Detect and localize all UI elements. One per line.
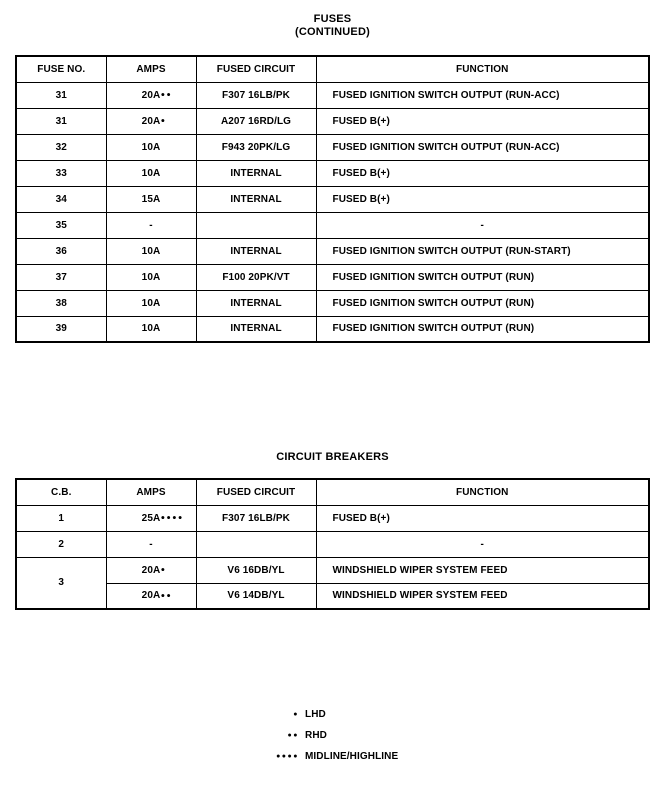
table-row (16, 583, 649, 609)
header-amps: AMPS (106, 56, 196, 82)
table-row (16, 134, 649, 160)
legend-dots-rhd: ●● (287, 732, 299, 739)
table-row (16, 264, 649, 290)
fuse-no-cell: 38 (16, 290, 106, 316)
table-row (16, 82, 649, 108)
circuit-cell: F307 16LB/PK (196, 82, 316, 108)
fuse-no-cell: 39 (16, 316, 106, 342)
table-row (16, 557, 649, 583)
page-title-line: FUSES (313, 13, 352, 25)
amps-cell (106, 82, 196, 108)
function-cell: FUSED IGNITION SWITCH OUTPUT (RUN-START) (316, 238, 649, 264)
amps-value: 20A (141, 89, 161, 101)
amps-value: 10A (141, 297, 161, 309)
circuit-cell: V6 16DB/YL (196, 557, 316, 583)
table-row (16, 290, 649, 316)
function-cell: FUSED IGNITION SWITCH OUTPUT (RUN) (316, 264, 649, 290)
header-fuse-no: FUSE NO. (16, 56, 106, 82)
circuit-cell (196, 212, 316, 238)
amps-cell (106, 316, 196, 342)
circuit-cell: A207 16RD/LG (196, 108, 316, 134)
function-cell: FUSED B(+) (316, 108, 649, 134)
function-cell: FUSED IGNITION SWITCH OUTPUT (RUN) (316, 316, 649, 342)
function-cell: FUSED IGNITION SWITCH OUTPUT (RUN) (316, 290, 649, 316)
header-fused-circuit: FUSED CIRCUIT (196, 56, 316, 82)
amps-cell (106, 238, 196, 264)
amps-value: 10A (141, 271, 161, 283)
circuit-cell: F943 20PK/LG (196, 134, 316, 160)
variant-dots: ● (160, 117, 167, 125)
fuse-no-cell: 33 (16, 160, 106, 186)
table-row (16, 238, 649, 264)
circuit-cell: F100 20PK/VT (196, 264, 316, 290)
circuit-breakers-table (15, 478, 650, 610)
amps-value: 10A (141, 167, 161, 179)
amps-value: 20A (141, 564, 161, 576)
page-title (0, 13, 665, 39)
fuses-table (15, 55, 650, 343)
legend-item (245, 746, 398, 767)
circuit-breakers-title: CIRCUIT BREAKERS (276, 451, 389, 463)
circuit-cell: INTERNAL (196, 290, 316, 316)
function-cell: FUSED B(+) (316, 186, 649, 212)
table-row (16, 108, 649, 134)
fuse-no-cell: 36 (16, 238, 106, 264)
function-cell: FUSED B(+) (316, 160, 649, 186)
fuse-no-cell: 34 (16, 186, 106, 212)
amps-value: 25A (141, 512, 161, 524)
function-cell: WINDSHIELD WIPER SYSTEM FEED (316, 557, 649, 583)
header-function: FUNCTION (316, 479, 649, 505)
table-header-row (16, 56, 649, 82)
amps-cell (106, 108, 196, 134)
amps-value: 20A (141, 115, 161, 127)
circuit-cell (196, 531, 316, 557)
function-cell: FUSED IGNITION SWITCH OUTPUT (RUN-ACC) (316, 134, 649, 160)
fuse-no-cell: 37 (16, 264, 106, 290)
amps-cell (106, 212, 196, 238)
legend-dots-midline-highline: ●●●● (276, 753, 299, 760)
circuit-cell: INTERNAL (196, 238, 316, 264)
variant-dots: ●● (160, 91, 173, 99)
page-subtitle-line: (CONTINUED) (295, 26, 370, 38)
circuit-cell: F307 16LB/PK (196, 505, 316, 531)
amps-value: - (149, 219, 153, 231)
amps-cell (106, 531, 196, 557)
cb-no-cell: 2 (16, 531, 106, 557)
amps-value: 10A (141, 323, 161, 335)
table-row (16, 316, 649, 342)
header-cb: C.B. (16, 479, 106, 505)
table-row (16, 212, 649, 238)
legend (245, 704, 398, 767)
amps-value: 20A (141, 590, 161, 602)
circuit-cell: INTERNAL (196, 186, 316, 212)
legend-label-midline-highline: MIDLINE/HIGHLINE (305, 751, 399, 762)
amps-cell (106, 557, 196, 583)
function-cell: FUSED B(+) (316, 505, 649, 531)
amps-value: 10A (141, 245, 161, 257)
fuse-no-cell: 32 (16, 134, 106, 160)
legend-item (245, 725, 398, 746)
table-row (16, 160, 649, 186)
circuit-cell: INTERNAL (196, 316, 316, 342)
fuse-no-cell: 35 (16, 212, 106, 238)
amps-cell (106, 505, 196, 531)
variant-dots: ● (160, 566, 167, 574)
amps-cell (106, 186, 196, 212)
circuit-cell: INTERNAL (196, 160, 316, 186)
function-cell: FUSED IGNITION SWITCH OUTPUT (RUN-ACC) (316, 82, 649, 108)
table-row (16, 505, 649, 531)
header-amps: AMPS (106, 479, 196, 505)
amps-cell (106, 134, 196, 160)
function-cell: WINDSHIELD WIPER SYSTEM FEED (316, 583, 649, 609)
amps-cell (106, 264, 196, 290)
cb-no-cell: 1 (16, 505, 106, 531)
amps-cell (106, 160, 196, 186)
legend-label-lhd: LHD (305, 709, 326, 720)
function-cell: - (316, 212, 649, 238)
table-row (16, 186, 649, 212)
fuse-no-cell: 31 (16, 82, 106, 108)
cb-no-cell: 3 (16, 557, 106, 609)
amps-cell (106, 290, 196, 316)
header-fused-circuit: FUSED CIRCUIT (196, 479, 316, 505)
legend-item (245, 704, 398, 725)
amps-value: 10A (141, 141, 161, 153)
legend-label-rhd: RHD (305, 730, 327, 741)
variant-dots: ●● (160, 592, 173, 600)
legend-dots-lhd: ● (293, 711, 299, 718)
function-cell: - (316, 531, 649, 557)
amps-value: - (149, 538, 153, 550)
header-function: FUNCTION (316, 56, 649, 82)
table-header-row (16, 479, 649, 505)
circuit-cell: V6 14DB/YL (196, 583, 316, 609)
amps-cell (106, 583, 196, 609)
table-row (16, 531, 649, 557)
variant-dots: ●●●● (160, 514, 184, 522)
fuse-no-cell: 31 (16, 108, 106, 134)
amps-value: 15A (141, 193, 161, 205)
